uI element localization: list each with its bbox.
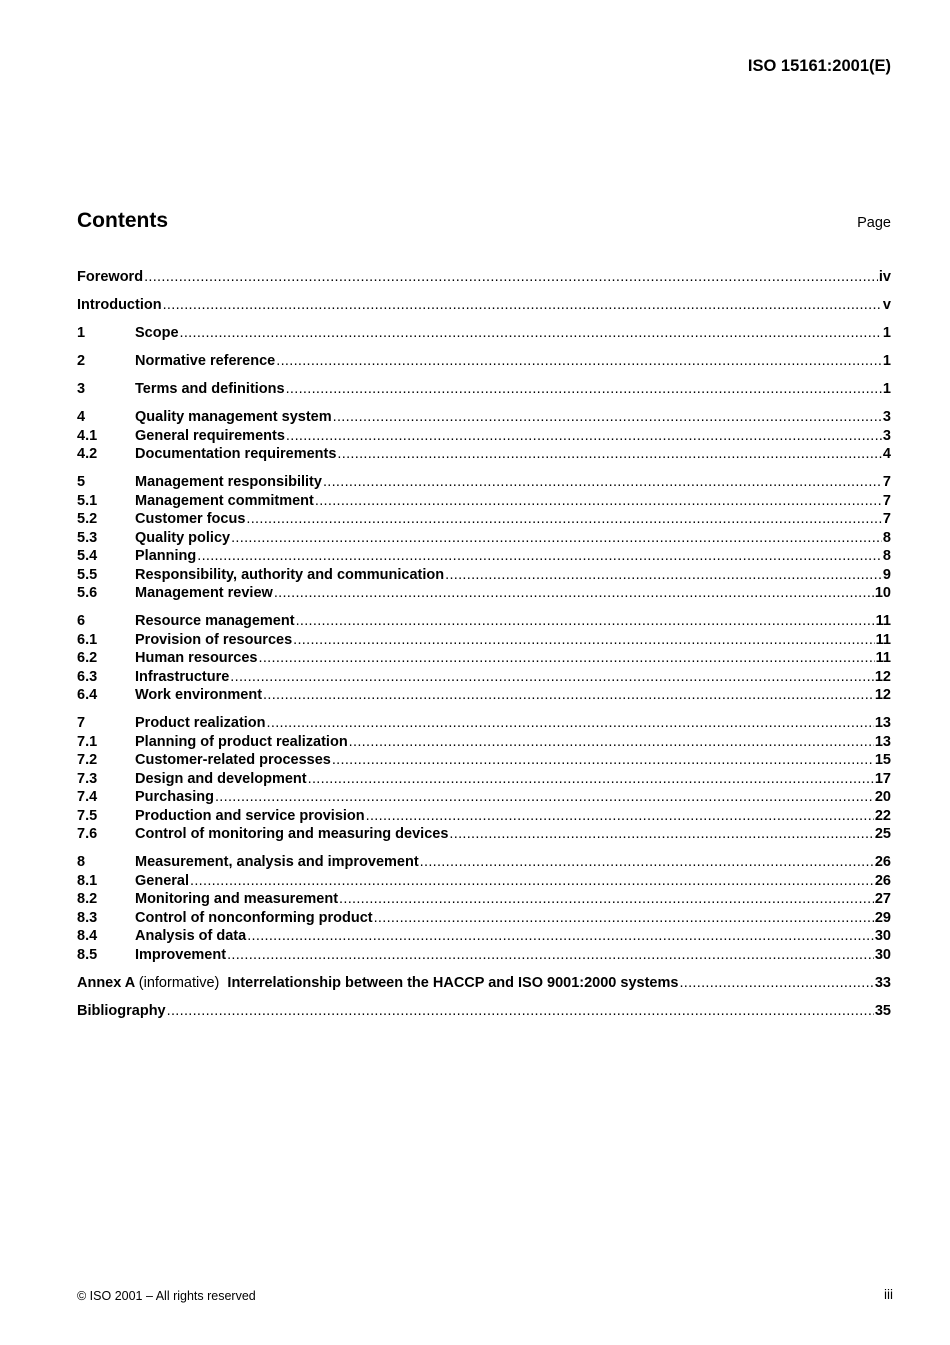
toc-entry-title: Foreword — [77, 269, 144, 285]
dot-leader — [333, 408, 882, 427]
toc-entry-page: 29 — [874, 909, 891, 926]
toc-entry-title: Improvement — [135, 946, 227, 963]
toc-entry[interactable] — [77, 807, 891, 826]
toc-entry[interactable] — [77, 686, 891, 705]
toc-entry[interactable] — [77, 825, 891, 844]
toc-entry-page: 7 — [882, 492, 891, 509]
toc-entry-title: Infrastructure — [135, 668, 230, 685]
toc-group-bibliography — [77, 1002, 891, 1021]
toc-entry-number: 4.2 — [77, 446, 98, 462]
dot-leader — [144, 268, 878, 287]
dot-leader — [332, 751, 874, 770]
contents-header — [77, 209, 891, 233]
toc-entry-title: Customer focus — [135, 511, 246, 527]
toc-entry-number: 8.3 — [77, 909, 98, 926]
toc-group — [77, 268, 891, 287]
toc-entry[interactable] — [77, 529, 891, 548]
toc-entry[interactable] — [77, 714, 891, 733]
toc-group — [77, 324, 891, 343]
toc-entry[interactable] — [77, 946, 891, 965]
toc-group — [77, 853, 891, 964]
toc-entry-number: 8.4 — [77, 928, 98, 944]
toc-entry-page: 35 — [874, 1002, 891, 1019]
dot-leader — [246, 510, 882, 529]
toc-entry-page: 8 — [882, 548, 891, 564]
dot-leader — [190, 872, 874, 891]
toc-entry-page: 1 — [882, 353, 891, 369]
toc-entry[interactable] — [77, 352, 891, 371]
dot-leader — [366, 807, 874, 826]
toc-entry-number: 8 — [77, 854, 86, 870]
dot-leader — [247, 927, 874, 946]
toc-entry-number: 6.1 — [77, 631, 98, 648]
toc-entry[interactable] — [77, 872, 891, 891]
toc-entry-number: 4 — [77, 409, 86, 425]
toc-group — [77, 612, 891, 705]
dot-leader — [231, 529, 882, 548]
toc-entry-page: 13 — [874, 733, 891, 750]
toc-entry-number: 7.3 — [77, 770, 98, 787]
toc-entry[interactable] — [77, 1002, 891, 1021]
toc-entry-title: Terms and definitions — [135, 381, 285, 397]
toc-entry-page: 15 — [874, 752, 891, 768]
toc-entry-number: 3 — [77, 381, 86, 397]
toc-entry-title: Work environment — [135, 687, 263, 703]
toc-entry-page: 11 — [875, 631, 891, 648]
toc-entry-page: 7 — [882, 474, 891, 490]
dot-leader — [230, 668, 874, 687]
toc-entry-number: 5.3 — [77, 529, 98, 546]
toc-entry-title: Customer-related processes — [135, 752, 331, 768]
toc-entry-page: 1 — [882, 381, 891, 397]
toc-entry[interactable] — [77, 296, 891, 315]
toc-entry[interactable] — [77, 631, 891, 650]
toc-entry-title: Quality management system — [135, 409, 332, 425]
toc-group-annex — [77, 974, 891, 993]
toc-entry-title: Control of nonconforming product — [135, 909, 373, 926]
dot-leader — [274, 584, 874, 603]
page-number: iii — [884, 1287, 893, 1302]
toc-entry-number: 2 — [77, 353, 86, 369]
dot-leader — [293, 631, 875, 650]
toc-entry-title: Design and development — [135, 770, 307, 787]
toc-entry[interactable] — [77, 380, 891, 399]
toc-entry-title: Monitoring and measurement — [135, 891, 339, 907]
toc-entry-number: 7 — [77, 715, 86, 731]
toc-entry[interactable] — [77, 427, 891, 446]
toc-entry-title: Management responsibility — [135, 474, 322, 490]
toc-entry[interactable] — [77, 324, 891, 343]
toc-entry-title: Introduction — [77, 297, 162, 313]
toc-entry-page: 12 — [874, 687, 891, 703]
toc-entry[interactable] — [77, 566, 891, 585]
dot-leader — [167, 1002, 874, 1021]
toc-group — [77, 473, 891, 603]
toc-entry-number: 8.1 — [77, 872, 98, 889]
page-column-label: Page — [857, 215, 891, 231]
toc-entry-number: 7.6 — [77, 826, 98, 842]
dot-leader — [374, 909, 874, 928]
toc-entry-number: 5 — [77, 474, 86, 490]
toc-entry[interactable] — [77, 445, 891, 464]
toc-entry-page: 12 — [874, 668, 891, 685]
dot-leader — [315, 492, 882, 511]
toc-entry-page: 8 — [882, 529, 891, 546]
document-id: ISO 15161:2001(E) — [747, 57, 891, 75]
toc-entry-title: General — [135, 872, 189, 889]
toc-entry-page: 25 — [874, 826, 891, 842]
toc-entry-title: Documentation requirements — [135, 446, 337, 462]
toc-entry-page: 20 — [874, 789, 891, 805]
dot-leader — [337, 445, 882, 464]
toc-entry-number: 5.2 — [77, 511, 98, 527]
toc-entry-title: Purchasing — [135, 789, 214, 805]
toc-entry-number: 5.1 — [77, 492, 98, 509]
dot-leader — [679, 974, 873, 993]
toc-entry-page: 30 — [874, 928, 891, 944]
toc-group — [77, 296, 891, 315]
toc-entry-title: Resource management — [135, 613, 295, 629]
toc-entry-title: Planning — [135, 548, 197, 564]
dot-leader — [163, 296, 882, 315]
dot-leader — [276, 352, 882, 371]
toc-entry-page: 27 — [874, 891, 891, 907]
toc-entry-title: Scope — [135, 325, 179, 341]
toc-entry[interactable] — [77, 547, 891, 566]
toc-entry-number: 7.2 — [77, 752, 98, 768]
toc-entry-number: 7.4 — [77, 789, 98, 805]
dot-leader — [197, 547, 882, 566]
contents-title: Contents — [77, 209, 168, 232]
toc-entry-number: 8.2 — [77, 891, 98, 907]
toc-entry-number: 5.5 — [77, 566, 98, 583]
annex-kind: (informative) — [138, 974, 220, 991]
dot-leader — [180, 324, 882, 343]
toc-entry-title: Product realization — [135, 715, 266, 731]
toc-entry-title: Quality policy — [135, 529, 231, 546]
toc-entry[interactable] — [77, 770, 891, 789]
toc-entry-number: 7.5 — [77, 807, 98, 824]
toc-entry[interactable] — [77, 492, 891, 511]
toc-entry[interactable] — [77, 853, 891, 872]
toc-entry-title: Control of monitoring and measuring devices — [135, 826, 449, 842]
toc-entry-page: 26 — [874, 872, 891, 889]
dot-leader — [349, 733, 874, 752]
toc-entry[interactable] — [77, 733, 891, 752]
toc-group — [77, 408, 891, 464]
toc-entry-page: 17 — [874, 770, 891, 787]
dot-leader — [286, 380, 882, 399]
toc-entry-title: Bibliography — [77, 1002, 166, 1019]
toc-entry-title: Production and service provision — [135, 807, 365, 824]
toc-entry-page: 22 — [874, 807, 891, 824]
toc-entry-page: 11 — [875, 613, 891, 629]
toc-entry-title: Normative reference — [135, 353, 276, 369]
toc-entry-page: iv — [878, 269, 891, 285]
toc-entry[interactable] — [77, 584, 891, 603]
toc-entry[interactable] — [77, 890, 891, 909]
toc-entry-number: 6 — [77, 613, 86, 629]
dot-leader — [445, 566, 882, 585]
toc-entry-page: 4 — [882, 446, 891, 462]
toc-entry-title — [77, 974, 678, 993]
dot-leader — [339, 890, 874, 909]
toc-entry[interactable] — [77, 408, 891, 427]
toc-entry-page: 1 — [882, 325, 891, 341]
toc-entry-title: Responsibility, authority and communication — [135, 566, 445, 583]
dot-leader — [259, 649, 875, 668]
toc-entry-number: 6.4 — [77, 687, 98, 703]
toc-entry[interactable] — [77, 751, 891, 770]
toc-entry[interactable] — [77, 974, 891, 993]
toc-group — [77, 714, 891, 844]
toc-entry-title: General requirements — [135, 427, 285, 444]
dot-leader — [308, 770, 874, 789]
toc-entry[interactable] — [77, 909, 891, 928]
copyright-notice: © ISO 2001 – All rights reserved — [77, 1289, 256, 1303]
toc-entry-title: Human resources — [135, 650, 258, 666]
dot-leader — [267, 714, 874, 733]
dot-leader — [323, 473, 882, 492]
toc-entry[interactable] — [77, 788, 891, 807]
toc-entry-number: 6.3 — [77, 668, 98, 685]
toc-entry[interactable] — [77, 668, 891, 687]
toc-entry-page: 26 — [874, 854, 891, 870]
toc-entry-title: Provision of resources — [135, 631, 293, 648]
dot-leader — [215, 788, 874, 807]
toc-entry[interactable] — [77, 268, 891, 287]
toc-entry-number: 1 — [77, 325, 86, 341]
dot-leader — [420, 853, 874, 872]
toc-entry[interactable] — [77, 649, 891, 668]
toc-entry-number: 6.2 — [77, 650, 98, 666]
toc-entry-page: 3 — [882, 427, 891, 444]
toc-entry-number: 7.1 — [77, 733, 98, 750]
toc-entry[interactable] — [77, 612, 891, 631]
toc-entry[interactable] — [77, 473, 891, 492]
toc-entry-number: 8.5 — [77, 946, 98, 963]
toc-entry-page: 10 — [874, 585, 891, 601]
toc-group — [77, 352, 891, 371]
toc-entry-page: 9 — [882, 566, 891, 583]
toc-entry[interactable] — [77, 510, 891, 529]
toc-entry-title: Measurement, analysis and improvement — [135, 854, 419, 870]
toc-entry-page: 13 — [874, 715, 891, 731]
table-of-contents — [77, 268, 891, 1030]
toc-entry-title: Management commitment — [135, 492, 314, 509]
toc-entry-number: 5.6 — [77, 585, 98, 601]
toc-entry-page: 11 — [875, 650, 891, 666]
toc-entry[interactable] — [77, 927, 891, 946]
dot-leader — [296, 612, 875, 631]
toc-entry-page: 3 — [882, 409, 891, 425]
toc-entry-number: 4.1 — [77, 427, 98, 444]
toc-entry-number: 5.4 — [77, 548, 98, 564]
toc-entry-title: Management review — [135, 585, 273, 601]
toc-entry-page: 30 — [874, 946, 891, 963]
toc-entry-page: 33 — [874, 974, 891, 991]
toc-entry-page: v — [882, 297, 891, 313]
dot-leader — [227, 946, 874, 965]
toc-entry-page: 7 — [882, 511, 891, 527]
dot-leader — [286, 427, 882, 446]
toc-entry-title: Planning of product realization — [135, 733, 348, 750]
dot-leader — [263, 686, 874, 705]
annex-label: Annex A — [77, 974, 135, 991]
annex-title: Interrelationship between the HACCP and ISO 9001:2000 systems — [227, 974, 679, 991]
toc-entry-title: Analysis of data — [135, 928, 247, 944]
toc-group — [77, 380, 891, 399]
dot-leader — [449, 825, 873, 844]
